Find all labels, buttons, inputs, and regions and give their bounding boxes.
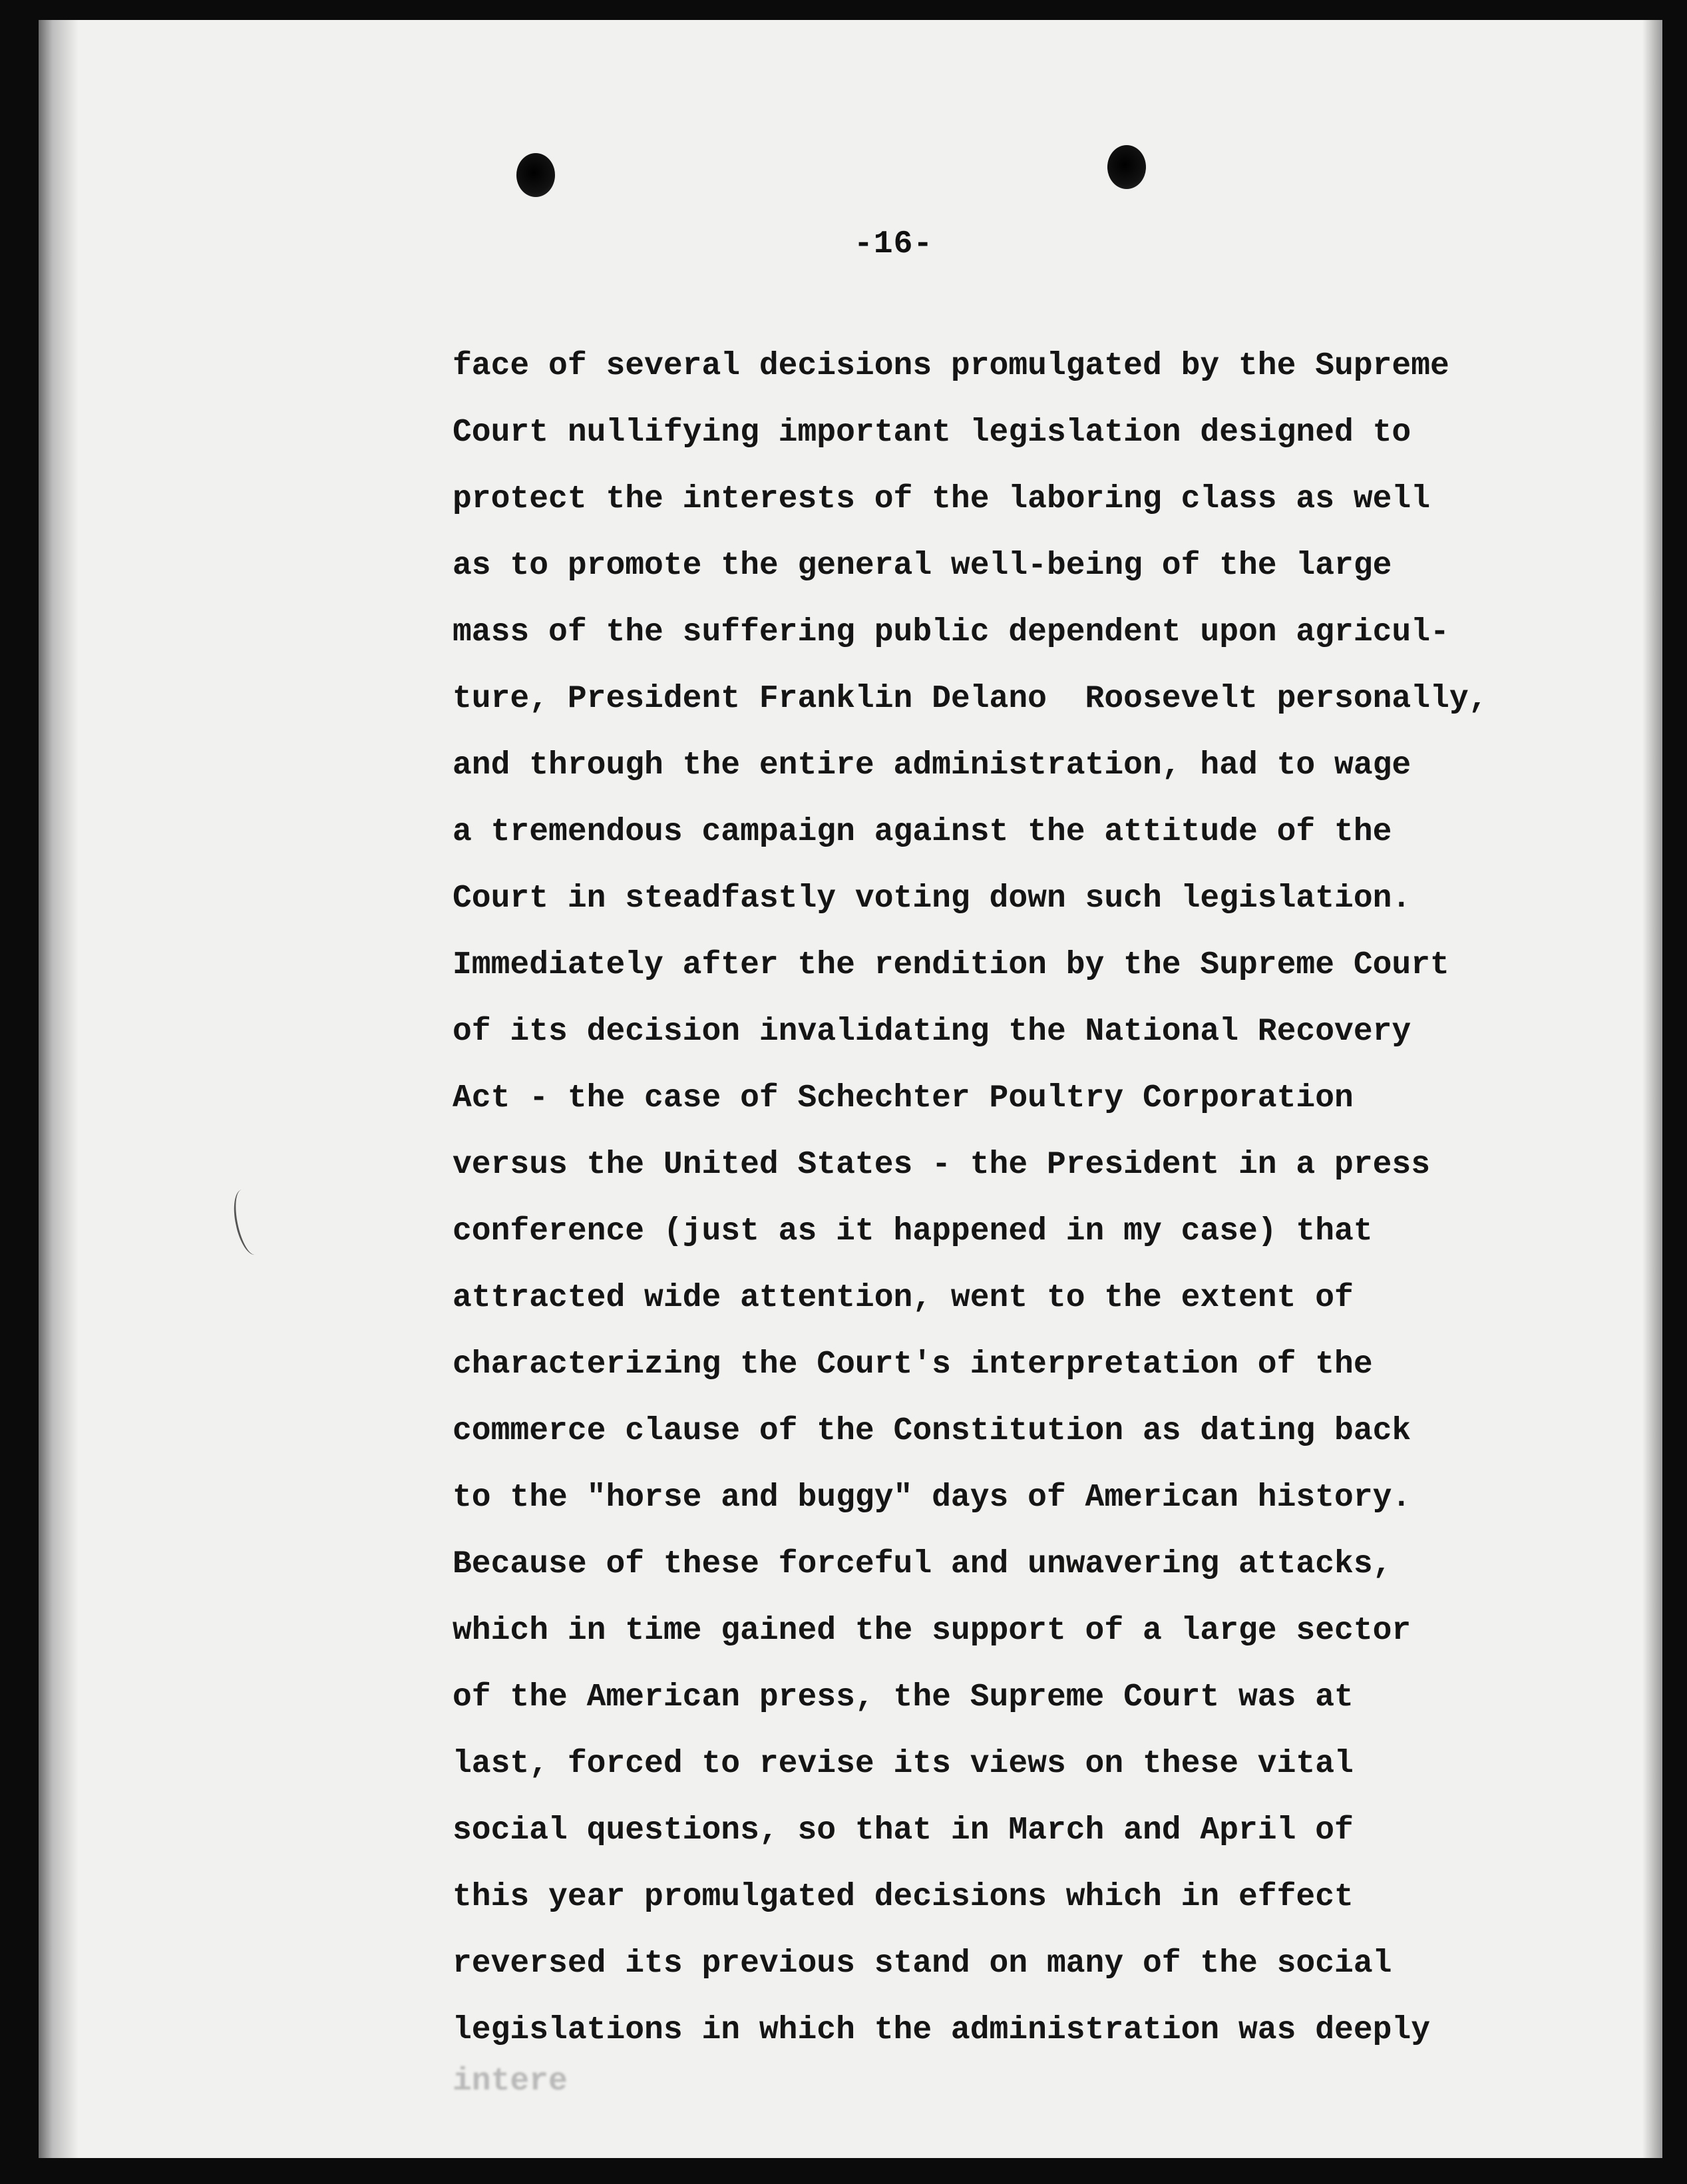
text-line: versus the United States - the President in a press xyxy=(453,1147,1431,1183)
text-line: Court in steadfastly voting down such legislation. xyxy=(453,881,1411,917)
text-line: social questions, so that in March and April of xyxy=(453,1813,1354,1849)
text-line: conference (just as it happened in my case) that xyxy=(453,1213,1373,1249)
text-line: of the American press, the Supreme Court was at xyxy=(453,1679,1354,1715)
text-line: which in time gained the support of a large sector xyxy=(453,1613,1411,1649)
text-line: Because of these forceful and unwavering attacks, xyxy=(453,1546,1392,1582)
text-line: mass of the suffering public dependent upon agricul- xyxy=(453,614,1449,650)
punch-hole-right xyxy=(1107,145,1146,189)
text-line: last, forced to revise its views on these vital xyxy=(453,1746,1354,1782)
margin-pencil-mark xyxy=(229,1187,268,1257)
text-line: Immediately after the rendition by the Supreme Court xyxy=(453,947,1449,983)
typed-body-text xyxy=(453,333,1662,2064)
text-line: Act - the case of Schechter Poultry Corporation xyxy=(453,1080,1354,1116)
text-line: characterizing the Court's interpretation of the xyxy=(453,1347,1373,1383)
text-line: ture, President Franklin Delano Roosevelt personally, xyxy=(453,681,1488,717)
text-line: a tremendous campaign against the attitude of the xyxy=(453,814,1392,850)
text-line: commerce clause of the Constitution as dating back xyxy=(453,1413,1411,1449)
text-line: protect the interests of the laboring class as well xyxy=(453,481,1431,517)
text-line: attracted wide attention, went to the extent of xyxy=(453,1280,1354,1316)
continuation-fragment: intere xyxy=(453,2064,568,2099)
text-line: of its decision invalidating the National Recovery xyxy=(453,1014,1411,1050)
text-line: reversed its previous stand on many of the social xyxy=(453,1946,1392,1982)
text-line: as to promote the general well-being of the large xyxy=(453,548,1392,584)
text-line: Court nullifying important legislation designed to xyxy=(453,415,1411,451)
text-line: to the "horse and buggy" days of American history. xyxy=(453,1480,1411,1516)
text-line: legislations in which the administration was deeply xyxy=(453,2012,1431,2048)
text-line: face of several decisions promulgated by the Supreme xyxy=(453,348,1449,384)
document-page xyxy=(39,20,1662,2158)
page-left-edge-shadow xyxy=(39,20,79,2158)
punch-hole-left xyxy=(516,153,555,197)
page-number: -16- xyxy=(854,226,934,262)
text-line: this year promulgated decisions which in effect xyxy=(453,1879,1354,1915)
text-line: and through the entire administration, had to wage xyxy=(453,748,1411,783)
